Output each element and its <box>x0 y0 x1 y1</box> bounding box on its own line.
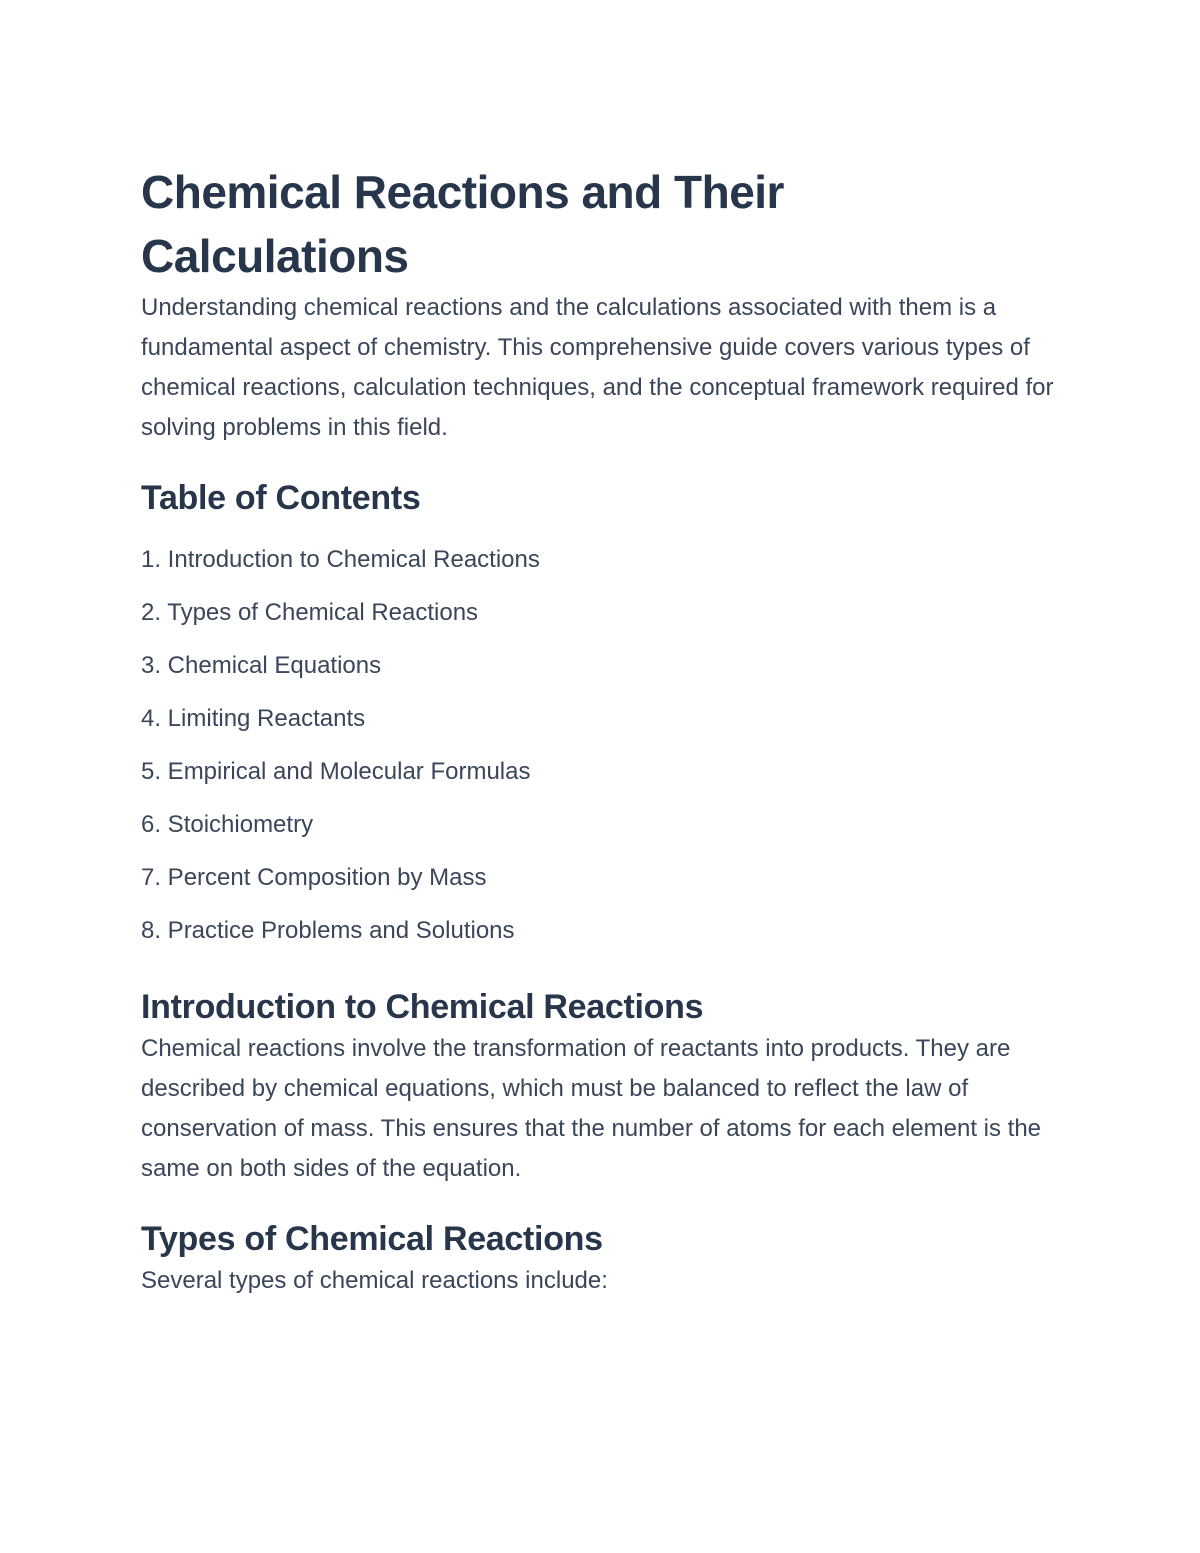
toc-item: 3. Chemical Equations <box>141 652 382 679</box>
toc-item: 5. Empirical and Molecular Formulas <box>141 758 531 785</box>
document-title: Chemical Reactions and Their Calculations <box>141 166 784 282</box>
toc-item: 2. Types of Chemical Reactions <box>141 599 479 626</box>
toc-heading: Table of Contents <box>141 479 421 517</box>
toc-item: 6. Stoichiometry <box>141 811 314 838</box>
section-heading-types: Types of Chemical Reactions <box>141 1220 603 1258</box>
table-of-contents <box>141 544 1061 947</box>
section-paragraph-types: Several types of chemical reactions include: <box>141 1267 608 1294</box>
intro-paragraph: Understanding chemical reactions and the calculations associated with them is a fundamental aspect of chemistry. This comprehensive guide covers various types of chemical reactions, calculation techniques, and the conceptual framework required for solving problems in this field. <box>141 294 1054 441</box>
toc-item: 8. Practice Problems and Solutions <box>141 917 515 944</box>
toc-item: 4. Limiting Reactants <box>141 705 366 732</box>
toc-item: 1. Introduction to Chemical Reactions <box>141 546 540 573</box>
document-page <box>141 160 1061 1301</box>
section-paragraph-introduction: Chemical reactions involve the transformation of reactants into products. They are described by chemical equations, which must be balanced to reflect the law of conservation of mass. This ensures that the number of atoms for each element is the same on both sides of the equation. <box>141 1035 1042 1182</box>
section-heading-introduction: Introduction to Chemical Reactions <box>141 988 704 1026</box>
toc-item: 7. Percent Composition by Mass <box>141 864 487 891</box>
